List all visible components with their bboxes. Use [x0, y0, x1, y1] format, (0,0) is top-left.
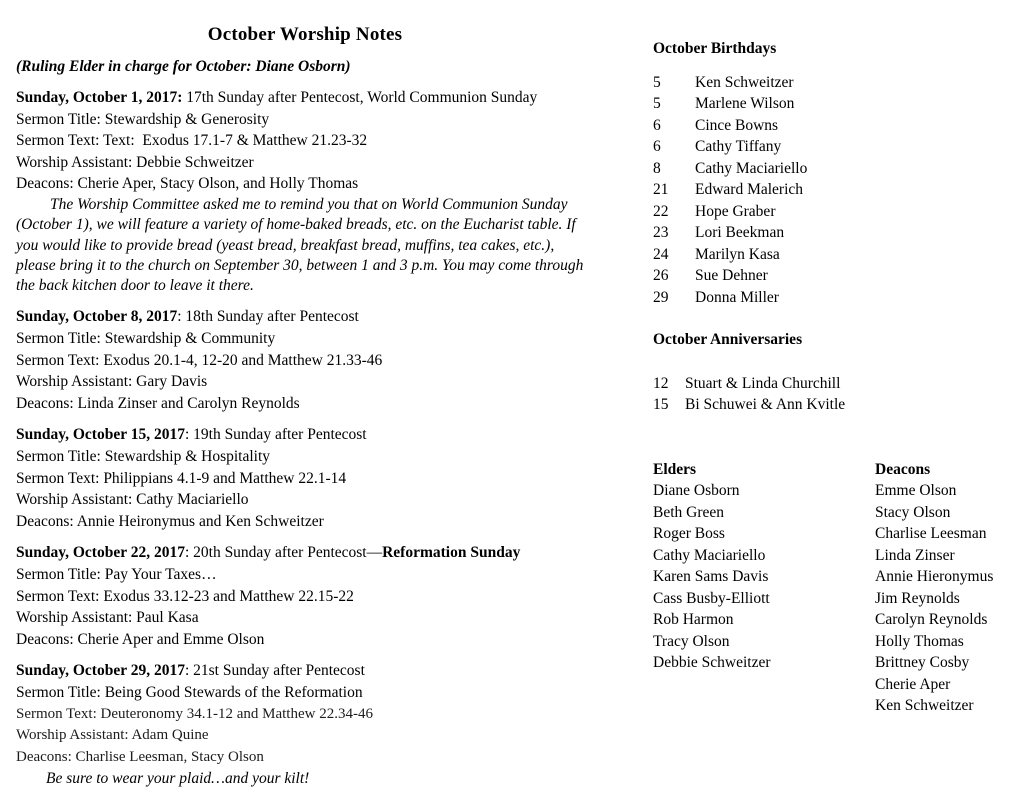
service-line: Sermon Text: Philippians 4.1-9 and Matthew 22.1-14 — [16, 469, 347, 487]
birthday-name: Donna Miller — [695, 288, 779, 306]
service-block-oct29 — [16, 660, 594, 790]
deacon-name: Stacy Olson — [875, 503, 951, 521]
deacon-name: Carolyn Reynolds — [875, 611, 988, 628]
service-block-oct8 — [16, 306, 594, 414]
birthday-day: 23 — [653, 224, 669, 241]
note-line: you would like to provide bread (yeast bread, breakfast bread, muffins, tea cakes, etc.), — [16, 236, 555, 254]
birthday-day: 26 — [653, 267, 669, 284]
birthday-name: Sue Dehner — [695, 267, 768, 284]
service-date: Sunday, October 22, 2017 — [16, 544, 185, 562]
deacons-title: Deacons — [875, 460, 931, 478]
birthday-row — [653, 136, 1013, 158]
service-line: Sermon Title: Stewardship & Hospitality — [16, 448, 271, 466]
service-line: Sermon Text: Text: Exodus 17.1-7 & Matthew 21.23-32 — [16, 132, 368, 150]
elder-name: Cass Busby-Elliott — [653, 589, 770, 607]
service-line: Sermon Text: Deuteronomy 34.1-12 and Matthew 22.34-46 — [16, 705, 373, 722]
service-heading-rest: : 21st Sunday after Pentecost — [184, 662, 365, 680]
birthday-day: 5 — [653, 95, 661, 112]
elder-name: Cathy Maciariello — [653, 546, 766, 564]
kilt-note: Be sure to wear your plaid…and your kilt! — [46, 770, 310, 788]
deacon-name: Jim Reynolds — [875, 589, 960, 607]
service-heading — [16, 660, 594, 682]
birthday-day: 6 — [653, 116, 661, 134]
officers-section — [653, 459, 1013, 717]
birthday-row — [653, 222, 1013, 244]
birthday-row — [653, 72, 1013, 94]
birthdays-title: October Birthdays — [653, 40, 777, 57]
deacon-name: Emme Olson — [875, 482, 957, 499]
elder-name: Diane Osborn — [653, 482, 740, 499]
birthday-name: Marlene Wilson — [695, 95, 795, 112]
elder-name: Roger Boss — [653, 525, 725, 542]
birthday-day: 29 — [653, 288, 669, 306]
service-line: Deacons: Linda Zinser and Carolyn Reynolds — [16, 394, 300, 412]
worship-notes-column — [16, 24, 594, 790]
deacon-name: Brittney Cosby — [875, 654, 970, 671]
note-line: (October 1), we will feature a variety of home-baked breads, etc. on the Eucharist table. If — [16, 216, 576, 234]
service-line: Deacons: Charlise Leesman, Stacy Olson — [16, 748, 264, 765]
birthday-row — [653, 287, 1013, 309]
service-heading — [16, 306, 594, 328]
service-line: Worship Assistant: Debbie Schweitzer — [16, 153, 254, 171]
elder-name: Karen Sams Davis — [653, 568, 769, 585]
service-line: Sermon Title: Pay Your Taxes… — [16, 565, 217, 583]
elder-name: Rob Harmon — [653, 611, 734, 628]
anniversary-row — [653, 394, 1013, 416]
service-line: Deacons: Annie Heironymus and Ken Schweitzer — [16, 512, 324, 530]
communion-bread-note — [16, 195, 594, 296]
service-line: Worship Assistant: Adam Quine — [16, 727, 209, 744]
page-title: October Worship Notes — [207, 24, 403, 45]
birthdays-list — [653, 72, 1013, 309]
birthday-row — [653, 115, 1013, 137]
birthday-name: Marilyn Kasa — [695, 245, 780, 263]
service-line: Sermon Title: Stewardship & Generosity — [16, 110, 270, 128]
service-line: Sermon Title: Stewardship & Community — [16, 330, 276, 348]
birthday-name: Hope Graber — [695, 202, 776, 220]
deacon-name: Linda Zinser — [875, 546, 955, 564]
service-line: Worship Assistant: Paul Kasa — [16, 609, 199, 627]
deacon-name: Ken Schweitzer — [875, 697, 974, 714]
note-line: please bring it to the church on September 30, between 1 and 3 p.m. You may come through — [16, 256, 584, 274]
anniversaries-list — [653, 373, 1013, 416]
service-heading-rest: : 18th Sunday after Pentecost — [177, 308, 359, 326]
service-heading — [16, 424, 594, 446]
service-line: Deacons: Cherie Aper, Stacy Olson, and Holly Thomas — [16, 175, 359, 193]
birthday-row — [653, 244, 1013, 266]
service-date: Sunday, October 29, 2017 — [16, 662, 185, 680]
service-line: Sermon Title: Being Good Stewards of the Reformation — [16, 683, 363, 701]
service-line: Worship Assistant: Cathy Maciariello — [16, 491, 249, 509]
birthday-day: 22 — [653, 202, 669, 220]
anniversary-name: Stuart & Linda Churchill — [685, 374, 841, 392]
birthday-name: Edward Malerich — [695, 181, 804, 198]
anniversary-name: Bi Schuwei & Ann Kvitle — [685, 396, 846, 413]
rosters-column — [653, 38, 1013, 717]
birthday-name: Lori Beekman — [695, 224, 785, 241]
service-heading-rest: : 19th Sunday after Pentecost — [184, 426, 367, 444]
birthday-row — [653, 201, 1013, 223]
deacon-name: Holly Thomas — [875, 632, 964, 650]
service-date: Sunday, October 8, 2017 — [16, 308, 178, 326]
deacon-name: Charlise Leesman — [875, 525, 987, 542]
birthday-row — [653, 265, 1013, 287]
service-line: Deacons: Cherie Aper and Emme Olson — [16, 630, 265, 648]
elders-title: Elders — [653, 460, 697, 478]
service-block-oct1 — [16, 87, 594, 296]
service-line: Sermon Text: Exodus 33.12-23 and Matthew 22.15-22 — [16, 587, 354, 605]
service-heading — [16, 542, 594, 564]
birthday-name: Ken Schweitzer — [695, 73, 794, 91]
elders-column — [653, 459, 875, 717]
elder-name: Beth Green — [653, 503, 725, 521]
anniversaries-title: October Anniversaries — [653, 331, 803, 348]
deacons-column — [875, 459, 1013, 717]
ruling-elder-note: (Ruling Elder in charge for October: Diane Osborn) — [16, 58, 351, 75]
note-line: The Worship Committee asked me to remind you that on World Communion Sunday — [50, 195, 568, 213]
birthday-row — [653, 93, 1013, 115]
service-block-oct22 — [16, 542, 594, 650]
birthday-name: Cathy Tiffany — [695, 138, 782, 155]
deacon-name: Annie Hieronymus — [875, 568, 994, 585]
service-heading — [16, 87, 594, 109]
service-heading-rest: : 20th Sunday after Pentecost— — [184, 544, 383, 562]
birthday-day: 21 — [653, 181, 669, 198]
birthday-row — [653, 158, 1013, 180]
birthday-day: 8 — [653, 159, 661, 177]
birthday-row — [653, 179, 1013, 201]
service-date: Sunday, October 1, 2017: — [16, 89, 183, 106]
note-line: the back kitchen door to leave it there. — [16, 277, 254, 295]
service-line: Sermon Text: Exodus 20.1-4, 12-20 and Matthew 21.33-46 — [16, 351, 383, 369]
service-line: Worship Assistant: Gary Davis — [16, 373, 208, 391]
birthday-name: Cathy Maciariello — [695, 159, 808, 177]
deacon-name: Cherie Aper — [875, 675, 951, 693]
birthday-day: 6 — [653, 138, 661, 155]
elder-name: Debbie Schweitzer — [653, 654, 771, 671]
service-block-oct15 — [16, 424, 594, 532]
service-date: Sunday, October 15, 2017 — [16, 426, 185, 444]
elder-name: Tracy Olson — [653, 632, 730, 650]
anniversary-day: 15 — [653, 396, 669, 413]
reformation-sunday-label: Reformation Sunday — [382, 544, 521, 562]
birthday-name: Cince Bowns — [695, 116, 779, 134]
service-heading-rest: 17th Sunday after Pentecost, World Communion Sunday — [182, 89, 538, 106]
birthday-day: 5 — [653, 73, 661, 91]
birthday-day: 24 — [653, 245, 669, 263]
anniversary-row — [653, 373, 1013, 395]
anniversary-day: 12 — [653, 374, 669, 392]
